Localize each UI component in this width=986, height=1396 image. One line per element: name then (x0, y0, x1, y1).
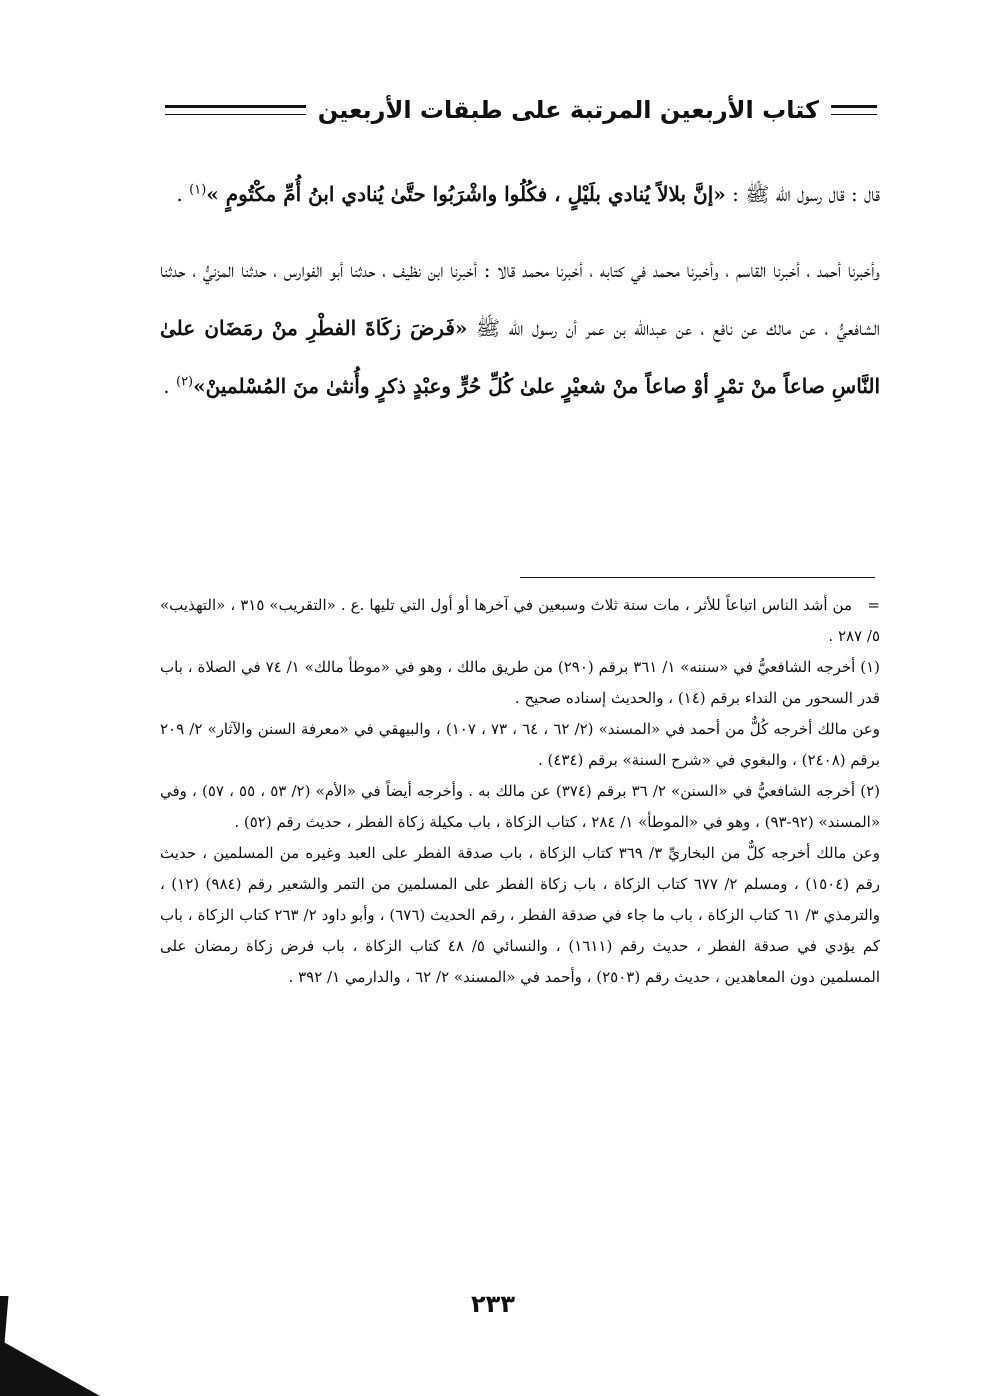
header-rule-left (165, 105, 306, 115)
header-rule-right (831, 105, 877, 115)
footnote-continued (160, 590, 880, 652)
page-number: ٢٣٣ (471, 1290, 515, 1318)
paragraph-intro: قال : قال رسول الله ﷺ : (725, 182, 880, 206)
footnotes (160, 590, 880, 993)
footnote-ref-1[interactable]: (١) (189, 182, 207, 198)
paragraph-intro: وأخبرنا أحمد ، أخبرنا القاسم ، وأخبرنا محمد في كتابه ، أخبرنا محمد قالا : أخبرنا ابن نظيف ، حدثنا أبو الفوارس ، حدثنا المزنيُّ ، حدثنا الشافعيُّ ، عن مالك عن نافع ، عن عبدالله بن عمر أن رسول الله ﷺ (160, 258, 880, 340)
footnote-1: (١) أخرجه الشافعيُّ في «سننه» ١/ ٣٦١ برقم (٢٩٠) من طريق مالك ، وهو في «موطأ مالك» ١/ ٧٤ في الصلاة ، باب قدر السحور من النداء برقم (١٤) ، والحديث إسناده صحيح . (160, 658, 880, 707)
paragraph-hadith-zakat (160, 241, 880, 415)
running-header (165, 90, 877, 130)
paragraph-end: . (163, 374, 176, 398)
hadith-quote: «فَرضَ زكَاةَ الفطْرِ منْ رمَضَان علىٰ النَّاسِ صاعاً منْ تمْرٍ أوْ صاعاً منْ شعيْرٍ علىٰ كُلِّ حُرٍّ وعبْدٍ ذكرٍ وأُنثىٰ منَ المُسْلمينْ» (160, 316, 880, 398)
footnote-2-continued: وعن مالك أخرجه كلٌّ من البخاريِّ ٣/ ٣٦٩ كتاب الزكاة ، باب صدقة الفطر على العبد وغيره من المسلمين ، حديث رقم (١٥٠٤) ، ومسلم ٢/ ٦٧٧ كتاب الزكاة ، باب زكاة الفطر على المسلمين من التمر والشعير رقم (٩٨٤) (١٢) ، والترمذي ٣/ ٦١ كتاب الزكاة ، باب ما جاء في صدقة الفطر ، رقم الحديث (٦٧٦) ، وأبو داود ٢/ ٢٦٣ كتاب الزكاة ، باب كم يؤدي في صدقة الفطر ، حديث رقم (١٦١١) ، والنسائي ٥/ ٤٨ كتاب الزكاة ، باب فرض زكاة رمضان على المسلمين دون المعاهدين ، حديث رقم (٢٥٠٣) ، وأحمد في «المسند» ٢/ ٦٢ ، والدارمي ١/ ٣٩٢ . (160, 844, 881, 986)
footnote-divider (520, 577, 875, 578)
hadith-quote: «إنَّ بلالاً يُنادي بلَيْلٍ ، فكُلُوا واشْرَبُوا حتَّىٰ يُنادي ابنُ أُمِّ مكْتُومٍ » (206, 182, 726, 206)
continuation-marker: = (867, 596, 880, 614)
paragraph-hadith-bilal (160, 165, 880, 223)
paragraph-end: . (176, 182, 190, 206)
footnote-2: (٢) أخرجه الشافعيُّ في «السنن» ٢/ ٣٦ برقم (٣٧٤) عن مالك به . وأخرجه أيضاً في «الأم» (٢/ ٥٣ ، ٥٥ ، ٥٧) ، وفي «المسند» (٩٢-٩٣) ، وهو في «الموطأ» ١/ ٢٨٤ ، كتاب الزكاة ، باب مكيلة زكاة الفطر ، حديث رقم (٥٢) . (160, 782, 880, 831)
footnote-1-continued: وعن مالك أخرجه كُلٌّ من أحمد في «المسند» (٢/ ٦٢ ، ٦٤ ، ٧٣ ، ١٠٧) ، والبيهقي في «معرفة السنن والآثار» ٢/ ٢٠٩ برقم (٢٤٠٨) ، والبغوي في «شرح السنة» برقم (٤٣٤) . (160, 720, 880, 769)
footnote-text: من أشد الناس اتباعاً للأثر ، مات سنة ثلاث وسبعين في آخرها أو أول التي تليها .ع . «التقريب» ٣١٥ ، «التهذيب» ٥/ ٢٨٧ . (160, 596, 880, 645)
footnote-ref-2[interactable]: (٢) (175, 374, 194, 390)
book-title: كتاب الأربعين المرتبة على طبقات الأربعين (317, 96, 819, 124)
main-text (160, 165, 880, 433)
scan-corner-mark (0, 1296, 108, 1396)
